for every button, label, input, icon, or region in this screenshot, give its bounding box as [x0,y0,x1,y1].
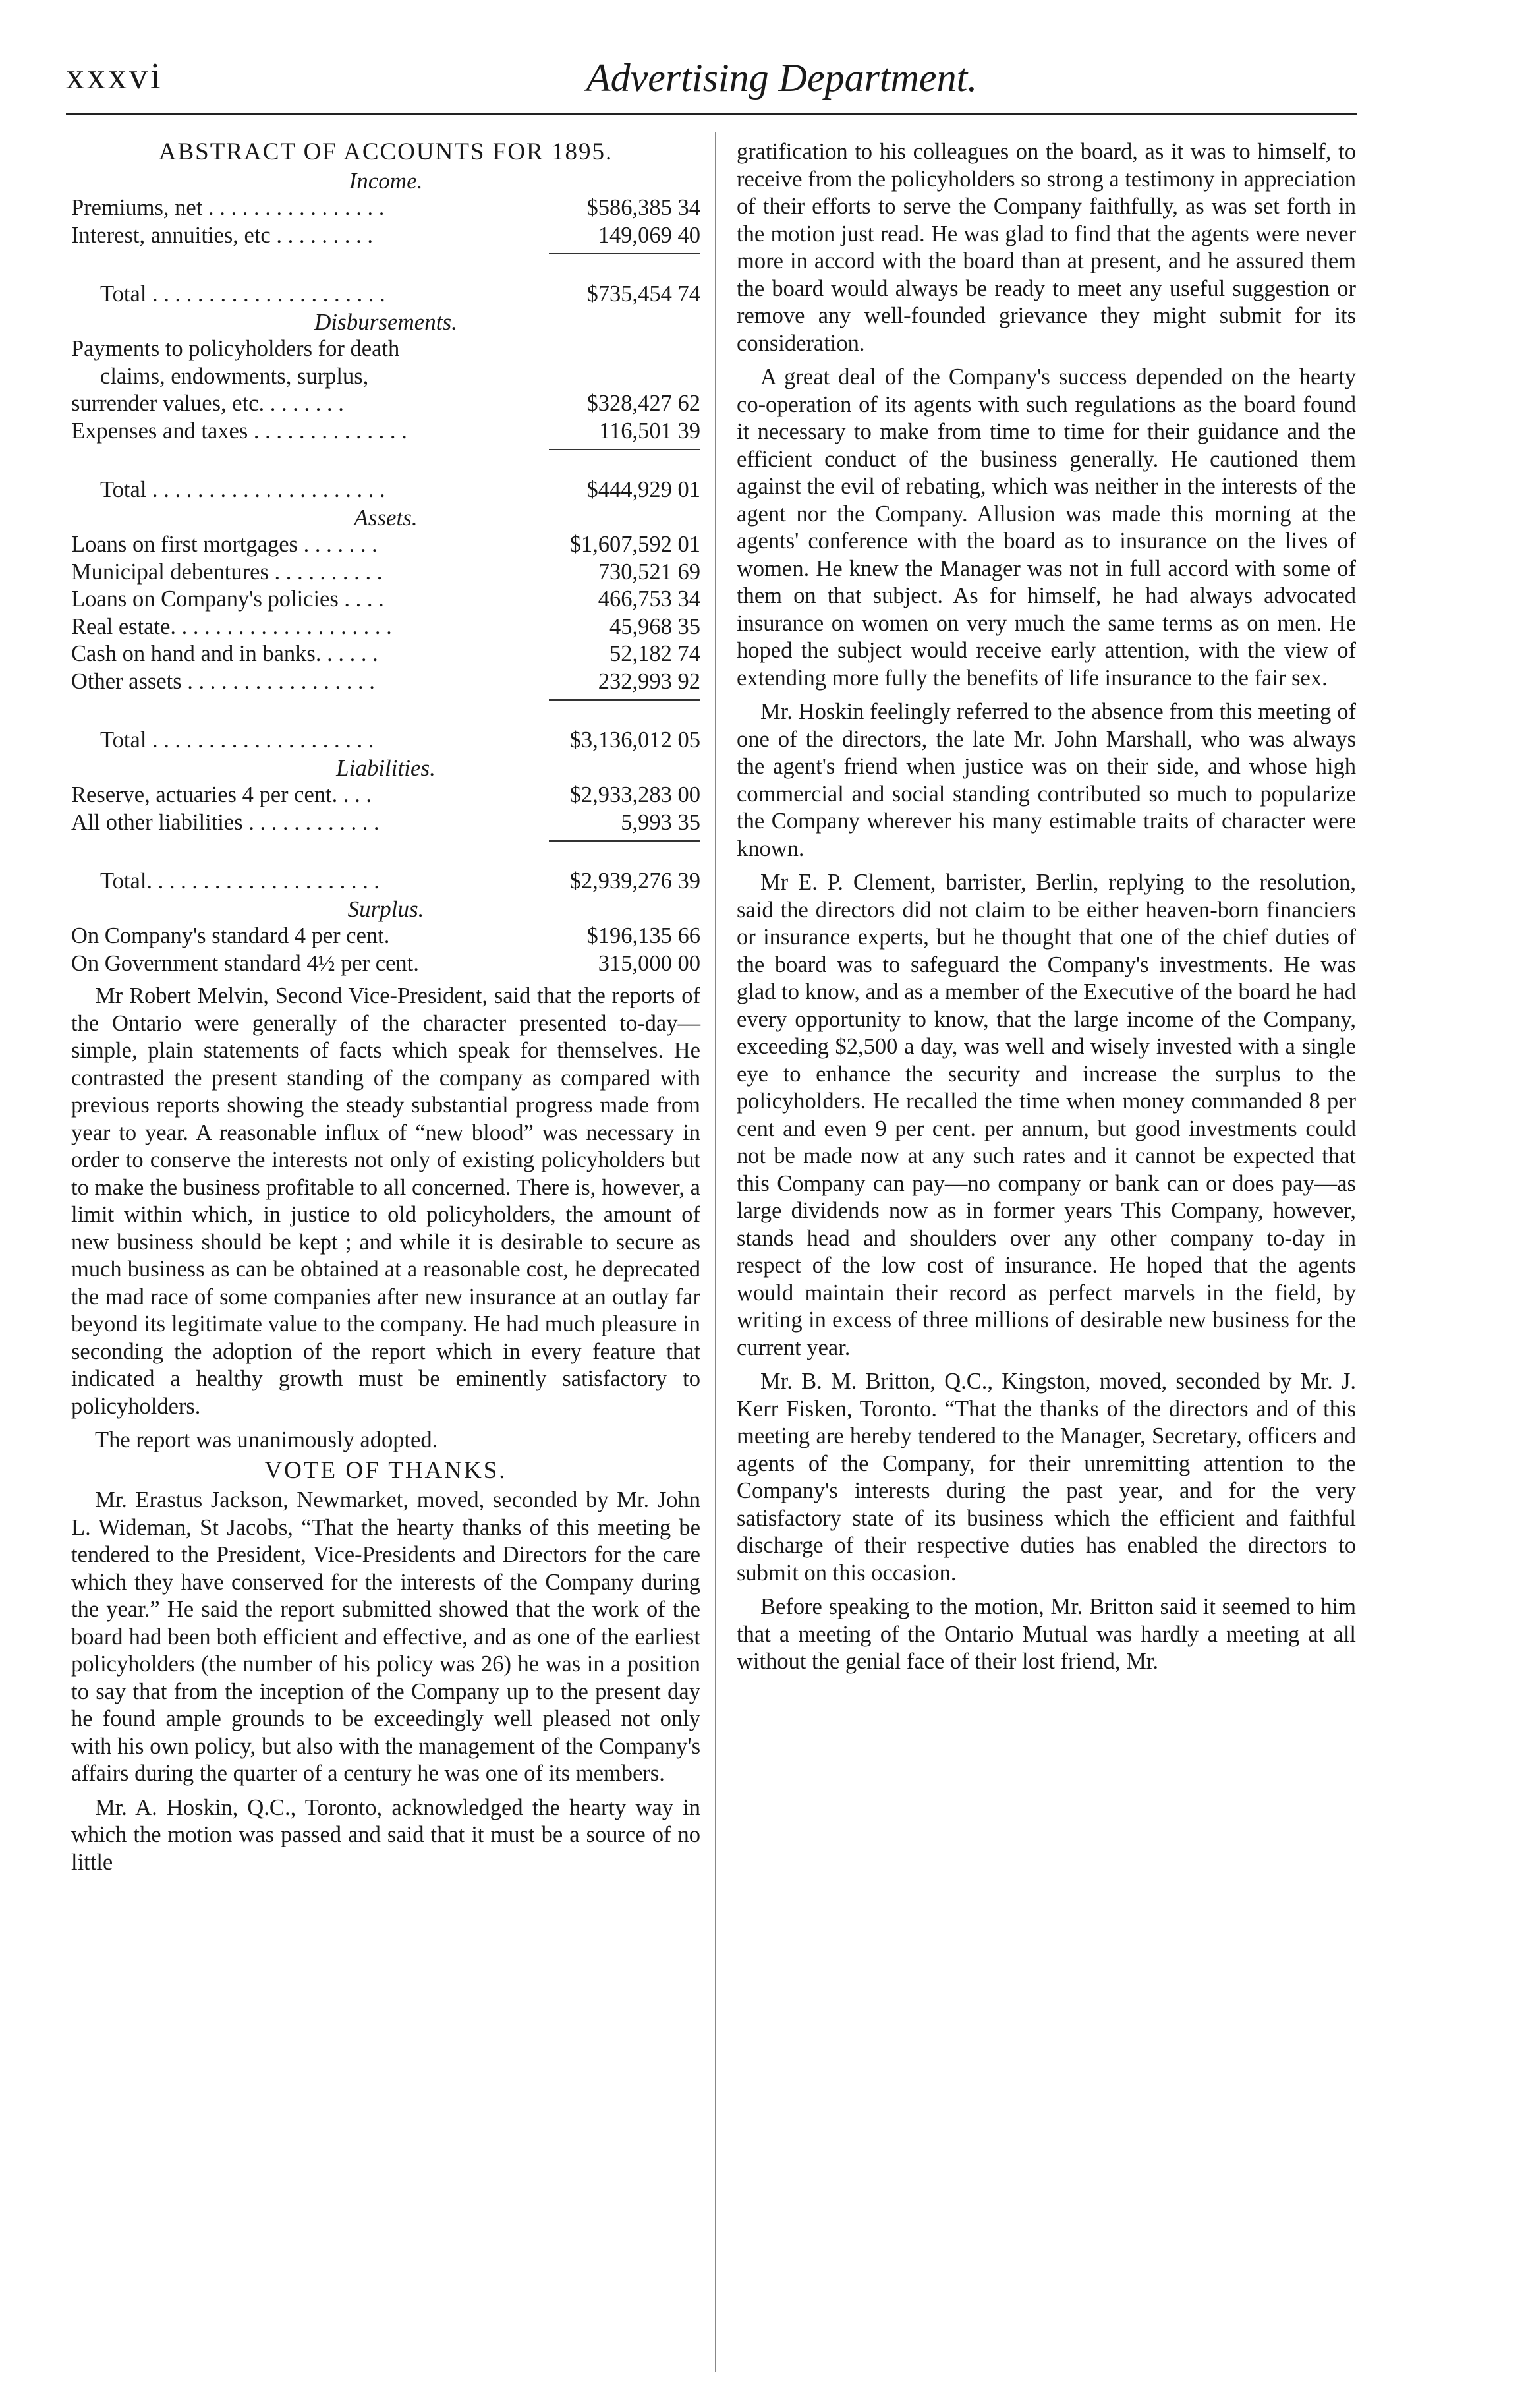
page-header [66,55,1357,115]
paragraph: Mr. A. Hoskin, Q.C., Toronto, acknowledged the hearty way in which the motion was passed and said that it must be a source of no little [71,1794,700,1875]
liabilities-heading: Liabilities. [336,755,436,781]
account-row: Premiums, net . . . . . . . . . . . . . . . . $586,385 34 [71,195,700,220]
paragraph: Mr. Erastus Jackson, Newmarket, moved, seconded by Mr. John L. Wideman, St Jacobs, “That the hearty thanks of this meeting be tendered to the President, Vice-Presidents and Directors for the care which they have conserved for the interests of the Company during the year.” He said the report submitted showed that the work of the board had been both efficient and effective, and as one of the earliest policyholders (the number of his policy was 26) he was in a position to say that from the inception of the Company up to the present day he found ample grounds to be exceedingly well pleased not only with his own policy, but also with the management of the Company's affairs during the quarter of a century he was one of its members. [71,1487,700,1786]
left-column [71,138,700,1876]
sum-rule [549,253,700,254]
header-rule [66,113,1357,115]
total-row: Total . . . . . . . . . . . . . . . . . . . . . $444,929 01 [100,477,700,502]
total-row: Total. . . . . . . . . . . . . . . . . . . . . $2,939,276 39 [100,869,700,894]
abstract-title: ABSTRACT OF ACCOUNTS FOR 1895. [158,138,613,165]
page-number: xxxvi [66,56,163,97]
account-row: Other assets . . . . . . . . . . . . . . . . . 232,993 92 [71,668,700,694]
surplus-heading: Surplus. [347,896,424,922]
sum-rule [549,699,700,701]
disbursements-heading: Disbursements. [314,308,457,335]
total-row: Total . . . . . . . . . . . . . . . . . . . . $3,136,012 05 [100,728,700,753]
account-row-line: Payments to policyholders for death [71,336,400,361]
account-row: Real estate. . . . . . . . . . . . . . . . . . . . 45,968 35 [71,614,700,639]
income-heading: Income. [349,167,423,194]
account-row: surrender values, etc. . . . . . . . $328,427 62 [71,391,700,416]
running-title: Advertising Department. [586,56,978,100]
account-row: Cash on hand and in banks. . . . . . 52,182 74 [71,641,700,666]
account-row-line: claims, endowments, surplus, [100,363,369,389]
section-heading: VOTE OF THANKS. [264,1456,507,1484]
paragraph: Mr. B. M. Britton, Q.C., Kingston, moved, seconded by Mr. J. Kerr Fisken, Toronto. “That the thanks of the directors and of this meeting are hereby tendered to the Manager, Secretary, officers and agents of the Company, for their unremitting attention to the Company's interests during the past year, and for the very satisfactory state of its business which the efficient and faithful discharge of their respective duties has enabled the directors to submit on this occasion. [737,1369,1356,1586]
account-row: Loans on Company's policies . . . . 466,753 34 [71,587,700,612]
account-row: Municipal debentures . . . . . . . . . . 730,521 69 [71,559,700,585]
paragraph: A great deal of the Company's success depended on the hearty co-operation of its agents with such regulations as the board found it necessary to make from time to time for their guidance and the efficient conduct of the business generally. He cautioned them against the evil of rebating, which was neither in the interests of the agent nor the Company. Allusion was made this morning at the agents' conference with the board as to insurance on the lives of women. He knew the Manager was not in full accord with some of them on that subject. As for himself, he had always advocated insurance on women on very much the same terms as on men. He hoped the subject would receive early attention, with the view of extending more fully the benefits of life insurance to the fair sex. [737,364,1356,691]
account-row: All other liabilities . . . . . . . . . . . . 5,993 35 [71,809,700,835]
account-row: On Company's standard 4 per cent. $196,135 66 [71,923,700,948]
right-column [737,138,1356,1676]
paragraph: Before speaking to the motion, Mr. Britton said it seemed to him that a meeting of the Ontario Mutual was hardly a meeting at all without the genial face of their lost friend, Mr. [737,1594,1356,1674]
assets-heading: Assets. [354,504,418,530]
paragraph: Mr E. P. Clement, barrister, Berlin, replying to the resolution, said the directors did not claim to be either heaven-born financiers or insurance experts, but he thought that one of the chief duties of the board was to safeguard the Company's investments. He was glad to know, and as a member of the Executive of the board he had every opportunity to know, that the large income of the Company, exceeding $2,500 a day, was well and wisely invested with a single eye to enhance the security and increase the surplus to the policyholders. He recalled the time when money commanded 8 per cent and even 9 per cent. per annum, but good investments could not be made now at any such rates and it cannot be expected that this Company can pay—no company or bank can or does pay—as large dividends now as in former years This Company, however, stands head and shoulders over any other company to-day in respect of the low cost of insurance. He hoped that the agents would maintain their record as perfect marvels in the field, by writing in excess of three millions of desirable new business for the current year. [737,870,1356,1360]
sum-rule [549,449,700,450]
paragraph: gratification to his colleagues on the board, as it was to himself, to receive from the policyholders so strong a testimony in appreciation of their efforts to serve the Company faithfully, as was set forth in the motion just read. He was glad to find that the agents were never more in accord with the board than at present, and he assured them the board would always be ready to meet any useful suggestion or remove any well-founded grievance they might submit for its consideration. [737,139,1356,356]
total-row: Total . . . . . . . . . . . . . . . . . . . . . $735,454 74 [100,281,700,306]
account-row: Loans on first mortgages . . . . . . . $1,607,592 01 [71,532,700,557]
account-row: Reserve, actuaries 4 per cent. . . . $2,933,283 00 [71,782,700,807]
paragraph: The report was unanimously adopted. [95,1427,438,1452]
account-row: Expenses and taxes . . . . . . . . . . . . . . 116,501 39 [71,418,700,444]
column-divider [715,132,716,2372]
sum-rule [549,840,700,842]
account-row: On Government standard 4½ per cent. 315,000 00 [71,950,700,976]
paragraph: Mr Robert Melvin, Second Vice-President, said that the reports of the Ontario were generally of the character presented to-day—simple, plain statements of facts which speak for themselves. He contrasted the present standing of the company as compared with previous reports showing the steady substantial progress made from year to year. A reasonable influx of “new blood” was necessary in order to conserve the interests not only of existing policyholders but to make the business profitable to all concerned. There is, however, a limit within which, in justice to old policyholders, the amount of new business should be kept ; and while it is desirable to secure as much business as can be obtained at a reasonable cost, he deprecated the mad race of some companies after new insurance at an outlay far beyond its legitimate value to the company. He had much pleasure in seconding the adoption of the report which in every feature that indicated a healthy growth must be eminently satisfactory to policyholders. [71,983,700,1419]
account-row: Interest, annuities, etc . . . . . . . . . 149,069 40 [71,222,700,248]
paragraph: Mr. Hoskin feelingly referred to the absence from this meeting of one of the directors, the late Mr. John Marshall, who was always the agent's friend when justice was on their side, and whose high commercial and social standing contributed so much to popularize the Company wherever his many estimable traits of character were known. [737,699,1356,861]
